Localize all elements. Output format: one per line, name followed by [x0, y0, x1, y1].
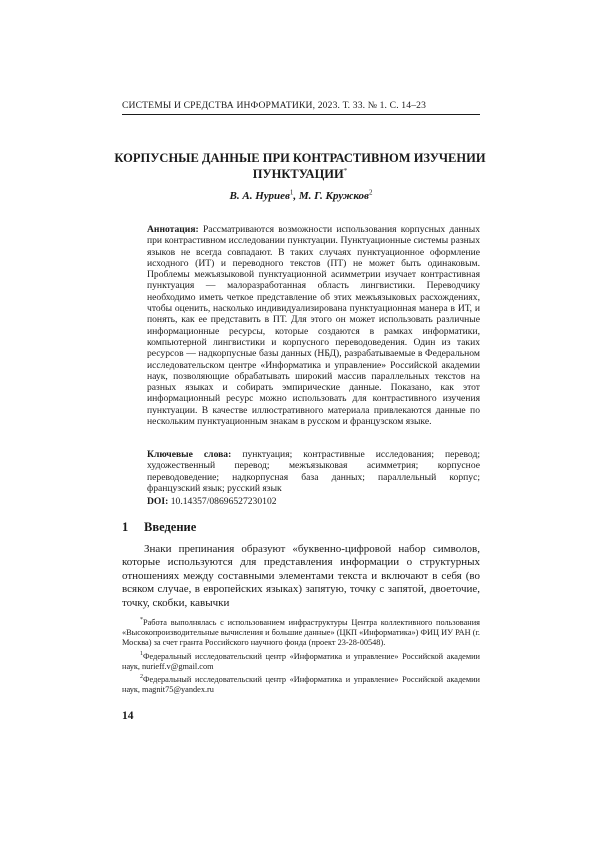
- footnotes: [122, 618, 480, 698]
- abstract: [147, 224, 480, 427]
- doi-label: DOI:: [147, 496, 168, 507]
- abstract-label: Аннотация:: [147, 224, 199, 235]
- footnote-author-1: [122, 652, 480, 672]
- keywords-label: Ключевые слова:: [147, 449, 231, 460]
- footnote-funding-mark: *: [140, 617, 143, 623]
- keywords: [147, 449, 480, 494]
- author-separator: ,: [293, 190, 299, 202]
- author-2-mark: 2: [369, 188, 373, 196]
- footnote-author-2: [122, 675, 480, 695]
- footnote-funding: [122, 618, 480, 649]
- author-1: В. А. Нуриев: [230, 190, 290, 202]
- header-rule: [122, 114, 480, 115]
- authors: [122, 190, 480, 202]
- title-footnote-mark: *: [344, 167, 348, 175]
- abstract-text: Рассматриваются возможности использования корпусных данных при контрастивном исследовании пунктуации. Пунктуационные системы разных языков не всегда совпадают. В таких случаях пунктуационное оформление исходного (ИТ) и переводного текстов (ПТ) не может быть одинаковым. Проблемы межъязыковой пунктуационной асимметрии изучает контрастивная пунктуация — малоразработанная область лингвистики. Переводчику необходимо иметь четкое представление об этих межъязыковых расхождениях, чтобы оценить, насколько индивидуализирована пунктуационная манера в ИТ, и понять, как ее представить в ПТ. Для этого он может использовать различные информационные ресурсы, которые создаются в рамках информатики, компьютерной лингвистики и корпусного переводоведения. Один из таких ресурсов — надкорпусные базы данных (НБД), разрабатываемые в Федеральном исследовательском центре «Информатика и управление» Российской академии наук, позволяющие обрабатывать широкий массив параллельных текстов на разных языках и собирать эмпирические данные. Показано, как этот информационный ресурс можно использовать для контрастивного изучения пунктуации. В качестве иллюстративного материала привлекаются данные по нескольким пунктуационным знакам в русском и французском языке.: [147, 224, 480, 427]
- doi-value: 10.14357/08696527230102: [171, 496, 277, 507]
- author-2: М. Г. Кружков: [299, 190, 369, 202]
- section-number: 1: [122, 520, 144, 535]
- footnote-funding-text: Работа выполнялась с использованием инфраструктуры Центра коллективного пользования «Высокопроизводительные вычисления и большие данные» (ЦКП «Информатика») ФИЦ ИУ РАН (г. Москва) за счет гранта Российского научного фонда (проект 23-28-00548).: [122, 618, 480, 647]
- article-title: [110, 150, 490, 182]
- running-header: СИСТЕМЫ И СРЕДСТВА ИНФОРМАТИКИ, 2023. Т. 33. № 1. С. 14–23: [122, 100, 480, 111]
- body-paragraph: Знаки препинания образуют «буквенно-цифровой набор символов, которые используются для представления информации о структурных отношениях между составными элементами текста и включают в себя (во всяком случае, в европейских языках) запятую, точку с запятой, двоеточие, точку, скобки, кавычки: [122, 543, 480, 610]
- footnote-2-mark: 2: [140, 674, 143, 680]
- page-number: 14: [122, 710, 134, 722]
- footnote-1-text: Федеральный исследовательский центр «Информатика и управление» Российской академии наук, nurieff.v@gmail.com: [122, 652, 480, 671]
- article-title-text: КОРПУСНЫЕ ДАННЫЕ ПРИ КОНТРАСТИВНОМ ИЗУЧЕНИИ ПУНКТУАЦИИ: [114, 151, 485, 181]
- keywords-text: пунктуация; контрастивные исследования; перевод; художественный перевод; межъязыковая асимметрия; корпусное переводоведение; надкорпусная база данных; параллельный корпус; французский язык; русский язык: [147, 449, 480, 494]
- doi: [147, 496, 480, 507]
- footnote-2-text: Федеральный исследовательский центр «Информатика и управление» Российской академии наук, magnit75@yandex.ru: [122, 675, 480, 694]
- footnote-1-mark: 1: [140, 651, 143, 657]
- section-title: Введение: [144, 520, 196, 534]
- author-1-mark: 1: [290, 188, 294, 196]
- section-heading: [122, 520, 196, 535]
